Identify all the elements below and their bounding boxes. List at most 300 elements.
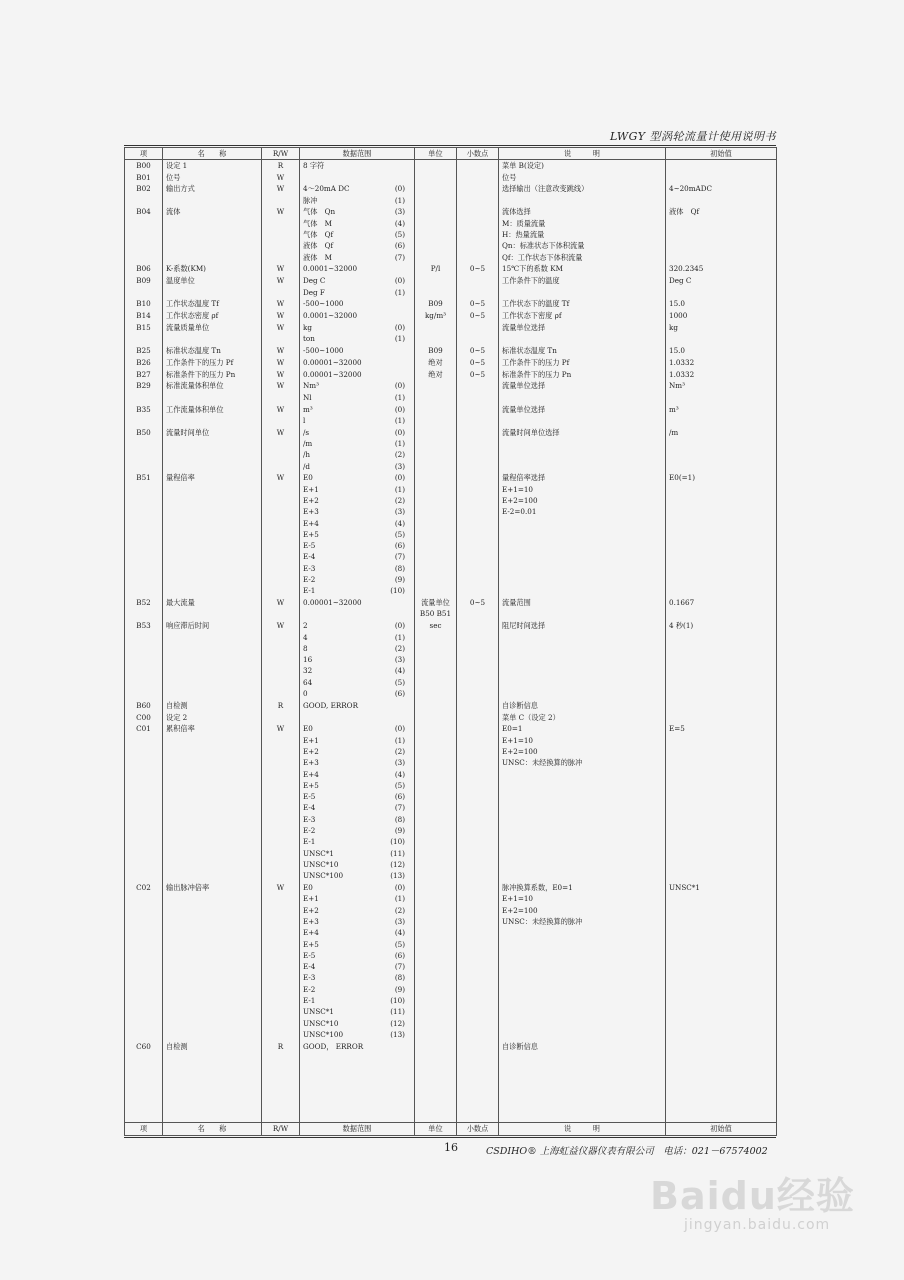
range-value: 0 (303, 689, 308, 698)
initial-value-cell (666, 160, 777, 172)
range-option (303, 1006, 411, 1017)
range-code: (3) (394, 655, 405, 665)
data-range-cell (300, 298, 415, 310)
document-title: LWGY 型涡轮流量计使用说明书 (609, 130, 776, 143)
range-option (303, 551, 411, 562)
header-cell: 说 明 (499, 148, 666, 160)
initial-value-cell (666, 620, 777, 700)
data-range-cell (300, 472, 415, 597)
table-row (125, 206, 777, 263)
range-value: 0.0001~32000 (303, 311, 358, 321)
read-write-flag: W (276, 381, 285, 391)
range-code: (6) (394, 950, 405, 960)
description-line: 工作条件下的压力 Pf (502, 357, 570, 367)
initial-value: m³ (669, 404, 679, 414)
read-write-flag: R (277, 700, 284, 710)
unit-value: B50 B51 (419, 609, 452, 619)
read-write-flag: W (276, 299, 285, 309)
range-value: E-4 (303, 962, 316, 972)
range-value: /d (303, 461, 311, 471)
range-value: E-5 (303, 950, 316, 960)
decimal-cell (457, 712, 499, 724)
description-cell (499, 160, 666, 172)
decimal-cell (457, 172, 499, 184)
initial-value-cell (666, 597, 777, 620)
range-option (303, 700, 411, 711)
initial-value-cell (666, 882, 777, 1041)
item-name-cell (163, 298, 262, 310)
range-option (303, 287, 411, 298)
unit-cell (415, 369, 457, 381)
range-value: UNSC*1 (303, 1007, 334, 1017)
item-name: 最大流量 (166, 598, 195, 608)
item-name-cell (163, 183, 262, 206)
item-name: 工作状态温度 Tf (166, 299, 219, 309)
range-option (303, 688, 411, 699)
unit-value: P/l (430, 264, 441, 274)
unit-cell (415, 597, 457, 620)
description-line: 阻尼时间选择 (502, 621, 546, 631)
item-code: C02 (136, 883, 151, 893)
range-value: E-2 (303, 575, 316, 584)
header-cell: 名 称 (163, 148, 262, 160)
table-row (125, 723, 777, 882)
range-code: (0) (394, 276, 405, 286)
range-value: 8 (303, 643, 308, 653)
range-code: (4) (394, 666, 405, 676)
table-row (125, 427, 777, 473)
read-write-cell (262, 712, 300, 724)
range-value: 脉冲 (303, 195, 318, 205)
read-write-cell (262, 160, 300, 172)
initial-value: 4~20mADC (669, 184, 713, 194)
data-range-cell (300, 172, 415, 184)
read-write-cell (262, 183, 300, 206)
item-code-cell (125, 472, 163, 597)
range-code: (1) (394, 894, 405, 904)
item-name: 设定 2 (166, 712, 188, 722)
data-range-cell (300, 183, 415, 206)
table-row (125, 183, 777, 206)
description-line: 菜单 B(设定) (502, 161, 544, 171)
range-option (303, 563, 411, 574)
description-line: Qn：标准状态下体积流量 (502, 241, 585, 251)
data-range-cell (300, 310, 415, 322)
range-code: (0) (394, 184, 405, 194)
range-value: 液体 Qf (303, 241, 334, 251)
description-cell (499, 380, 666, 403)
range-value: E-2 (303, 984, 316, 994)
range-code: (3) (394, 461, 405, 471)
table-row (125, 275, 777, 298)
description-cell (499, 620, 666, 700)
description-cell (499, 357, 666, 369)
header-cell: 小数点 (457, 148, 499, 160)
header-cell: 数据范围 (300, 148, 415, 160)
read-write-flag: W (276, 276, 285, 286)
footer-header-cell: 数据范围 (300, 1123, 415, 1135)
range-option (303, 518, 411, 529)
data-range-cell (300, 275, 415, 298)
range-value: 64 (303, 677, 313, 687)
range-option (303, 369, 411, 380)
item-name: 工作状态密度 ρf (166, 311, 219, 321)
data-range-cell (300, 345, 415, 357)
range-code: (3) (394, 507, 405, 517)
initial-value-cell (666, 357, 777, 369)
item-code: B50 (136, 427, 151, 437)
item-name: 流量时间单位 (166, 427, 210, 437)
range-option (303, 632, 411, 643)
description-line: 工作状态下密度 ρf (502, 311, 562, 321)
initial-value-cell (666, 263, 777, 275)
range-code: (1) (394, 415, 405, 425)
data-range-cell (300, 597, 415, 620)
item-name: 工作流量体积单位 (166, 404, 224, 414)
table-row (125, 263, 777, 275)
range-value: 0.00001~32000 (303, 357, 362, 367)
range-value: E+3 (303, 916, 319, 926)
table-footer-row (125, 1123, 777, 1135)
description-line: 流量时间单位选择 (502, 427, 560, 437)
description-cell (499, 427, 666, 473)
item-code: B14 (136, 311, 151, 321)
read-write-flag: W (276, 357, 285, 367)
range-value: /s (303, 427, 310, 437)
item-name-cell (163, 322, 262, 345)
footer-header-cell: 说 明 (499, 1123, 666, 1135)
range-value: E+5 (303, 529, 319, 539)
data-range-cell (300, 712, 415, 724)
range-code: (4) (394, 928, 405, 938)
range-option (303, 859, 411, 870)
range-value: E-3 (303, 814, 316, 824)
range-value: Nl (303, 392, 312, 402)
range-value: E-1 (303, 837, 316, 847)
unit-cell (415, 427, 457, 473)
description-line: E+1=10 (502, 484, 534, 494)
item-name: 量程倍率 (166, 473, 195, 483)
range-option (303, 597, 411, 608)
range-value: E+3 (303, 507, 319, 517)
item-code: B26 (136, 357, 151, 367)
footer-header-cell: 单位 (415, 1123, 457, 1135)
page-number: 16 (444, 1141, 458, 1154)
decimal-cell (457, 380, 499, 403)
range-code: (8) (394, 814, 405, 824)
item-code-cell (125, 1041, 163, 1123)
initial-value-cell (666, 712, 777, 724)
decimal-cell (457, 345, 499, 357)
range-code: (0) (394, 322, 405, 332)
range-option (303, 380, 411, 391)
item-name: 响应滞后时间 (166, 621, 210, 631)
item-name-cell (163, 310, 262, 322)
range-value: 2 (303, 621, 308, 631)
initial-value-cell (666, 369, 777, 381)
table-row (125, 597, 777, 620)
range-option (303, 905, 411, 916)
unit-cell (415, 206, 457, 263)
item-code-cell (125, 172, 163, 184)
unit-cell (415, 380, 457, 403)
range-code: (4) (394, 518, 405, 528)
range-code: (2) (394, 450, 405, 460)
range-option (303, 461, 411, 472)
range-option (303, 506, 411, 517)
initial-value: 0.1667 (669, 598, 695, 608)
read-write-cell (262, 172, 300, 184)
range-value: Deg C (303, 276, 326, 286)
read-write-cell (262, 597, 300, 620)
footer-header-cell: R/W (262, 1123, 300, 1135)
description-cell (499, 700, 666, 712)
range-value: 气体 Qf (303, 230, 334, 240)
range-option (303, 950, 411, 961)
data-range-cell (300, 206, 415, 263)
unit-cell (415, 172, 457, 184)
range-option (303, 404, 411, 415)
read-write-cell (262, 882, 300, 1041)
table-row (125, 172, 777, 184)
header-cell: 项 (125, 148, 163, 160)
read-write-flag: W (276, 322, 285, 332)
range-value: E-1 (303, 586, 316, 596)
description-line: 选择输出（注意改变跳线） (502, 184, 589, 194)
read-write-cell (262, 1041, 300, 1123)
range-option (303, 882, 411, 893)
item-code: C01 (136, 724, 151, 734)
read-write-flag: W (276, 207, 285, 217)
range-value: E0 (303, 724, 313, 734)
description-line: 流量单位选择 (502, 404, 546, 414)
read-write-cell (262, 345, 300, 357)
initial-value-cell (666, 380, 777, 403)
description-line: UNSC：未经换算的脉冲 (502, 916, 583, 926)
decimal-cell (457, 206, 499, 263)
range-code: (10) (390, 996, 405, 1006)
data-range-cell (300, 380, 415, 403)
initial-value: E=5 (669, 724, 685, 734)
decimal-cell (457, 160, 499, 172)
data-range-cell (300, 620, 415, 700)
range-option (303, 995, 411, 1006)
range-code: (6) (394, 689, 405, 698)
unit-cell (415, 322, 457, 345)
initial-value: 15.0 (669, 299, 686, 309)
description-cell (499, 472, 666, 597)
range-value: -500~1000 (303, 299, 344, 309)
read-write-cell (262, 427, 300, 473)
item-code: C60 (136, 1041, 151, 1051)
range-option (303, 735, 411, 746)
range-value: m³ (303, 404, 313, 414)
range-code: (1) (394, 195, 405, 205)
description-line: 脉冲换算系数，E0=1 (502, 883, 573, 893)
range-value: E+5 (303, 780, 319, 790)
range-value: E-3 (303, 973, 316, 983)
unit-value: 绝对 (428, 369, 443, 379)
initial-value-cell (666, 723, 777, 882)
range-value: UNSC*10 (303, 1018, 339, 1028)
range-code: (10) (390, 586, 405, 596)
item-name-cell (163, 357, 262, 369)
initial-value-cell (666, 1041, 777, 1123)
range-code: (7) (394, 962, 405, 972)
unit-cell (415, 404, 457, 427)
unit-cell (415, 345, 457, 357)
range-code: (3) (394, 207, 405, 217)
decimal-cell (457, 298, 499, 310)
item-name-cell (163, 882, 262, 1041)
range-value: 4～20mA DC (303, 184, 350, 194)
unit-value: B09 (428, 299, 443, 309)
item-name: 自检测 (166, 1041, 188, 1051)
unit-cell (415, 472, 457, 597)
range-code: (5) (394, 677, 405, 687)
item-code-cell (125, 357, 163, 369)
footer-header-cell: 项 (125, 1123, 163, 1135)
range-code: (0) (394, 621, 405, 631)
item-name: 自检测 (166, 700, 188, 710)
initial-value: Deg C (669, 276, 692, 286)
item-name-cell (163, 404, 262, 427)
initial-value: 液体 Qf (669, 207, 700, 217)
read-write-cell (262, 298, 300, 310)
range-value: kg (303, 322, 312, 332)
initial-value-cell (666, 345, 777, 357)
range-option (303, 229, 411, 240)
description-cell (499, 172, 666, 184)
table-row (125, 1041, 777, 1123)
description-line: E+2=100 (502, 495, 538, 505)
item-code: B06 (136, 264, 151, 274)
range-option (303, 939, 411, 950)
range-option (303, 529, 411, 540)
item-code: B10 (136, 299, 151, 309)
range-option (303, 791, 411, 802)
range-option (303, 848, 411, 859)
table-row (125, 620, 777, 700)
description-line: E+2=100 (502, 747, 538, 756)
decimal-value: 0~5 (469, 369, 486, 379)
read-write-flag: W (276, 427, 285, 437)
description-line: E+1=10 (502, 894, 534, 904)
range-option (303, 252, 411, 263)
item-code: B25 (136, 346, 151, 356)
range-option (303, 574, 411, 585)
read-write-flag: W (276, 598, 285, 608)
initial-value: UNSC*1 (669, 883, 700, 893)
range-value: E+2 (303, 495, 319, 505)
range-value: E-5 (303, 541, 316, 551)
range-option (303, 275, 411, 286)
range-value: l (303, 415, 306, 425)
range-option (303, 495, 411, 506)
unit-cell (415, 183, 457, 206)
range-option (303, 620, 411, 631)
range-code: (9) (394, 575, 405, 584)
range-code: (1) (394, 438, 405, 448)
range-code: (0) (394, 404, 405, 414)
item-code-cell (125, 700, 163, 712)
range-code: (5) (394, 939, 405, 949)
footer-header-cell: 名 称 (163, 1123, 262, 1135)
range-code: (5) (394, 780, 405, 790)
description-cell (499, 345, 666, 357)
initial-value: 15.0 (669, 346, 686, 356)
data-range-cell (300, 1041, 415, 1123)
range-value: E-1 (303, 996, 316, 1006)
range-option (303, 298, 411, 309)
item-code-cell (125, 404, 163, 427)
table-row (125, 404, 777, 427)
read-write-cell (262, 322, 300, 345)
read-write-flag: W (276, 172, 285, 182)
range-option (303, 333, 411, 344)
range-value: E-3 (303, 563, 316, 573)
item-code: B35 (136, 404, 151, 414)
range-code: (5) (394, 529, 405, 539)
decimal-cell (457, 322, 499, 345)
range-value: E+2 (303, 905, 319, 915)
range-value: 0.00001~32000 (303, 369, 362, 379)
description-cell (499, 882, 666, 1041)
table-row (125, 357, 777, 369)
read-write-flag: W (276, 264, 285, 274)
description-line: 量程倍率选择 (502, 473, 546, 483)
data-range-cell (300, 369, 415, 381)
range-code: (4) (394, 218, 405, 228)
item-name: 输出方式 (166, 184, 195, 194)
header-cell: 单位 (415, 148, 457, 160)
data-range-cell (300, 882, 415, 1041)
item-code: B29 (136, 381, 151, 391)
range-option (303, 322, 411, 333)
unit-value: 绝对 (428, 357, 443, 367)
description-line: Qf：工作状态下体积流量 (502, 252, 583, 262)
item-code: B51 (136, 473, 151, 483)
table-row (125, 322, 777, 345)
unit-cell (415, 160, 457, 172)
range-value: UNSC*10 (303, 859, 339, 869)
item-name-cell (163, 712, 262, 724)
range-value: E+1 (303, 894, 319, 904)
item-name-cell (163, 380, 262, 403)
description-line: 菜单 C（设定 2） (502, 712, 560, 722)
decimal-cell (457, 427, 499, 473)
range-value: E+1 (303, 735, 319, 745)
description-cell (499, 322, 666, 345)
company-info: CSDIHO® 上海虹益仪器仪表有限公司 电话：021－67574002 (486, 1146, 768, 1157)
range-option (303, 769, 411, 780)
table-row (125, 345, 777, 357)
range-value: E-5 (303, 792, 316, 802)
range-option (303, 1041, 411, 1052)
item-name: K-系数(KM) (166, 264, 206, 274)
range-value: 8 字符 (303, 161, 325, 171)
item-code-cell (125, 310, 163, 322)
range-option (303, 916, 411, 927)
data-range-cell (300, 404, 415, 427)
item-name: 温度单位 (166, 276, 195, 286)
range-code: (13) (390, 1029, 405, 1039)
data-range-cell (300, 263, 415, 275)
range-option (303, 438, 411, 449)
item-code: B01 (136, 172, 151, 182)
description-line: E0=1 (502, 724, 523, 734)
range-value: E+4 (303, 769, 319, 779)
